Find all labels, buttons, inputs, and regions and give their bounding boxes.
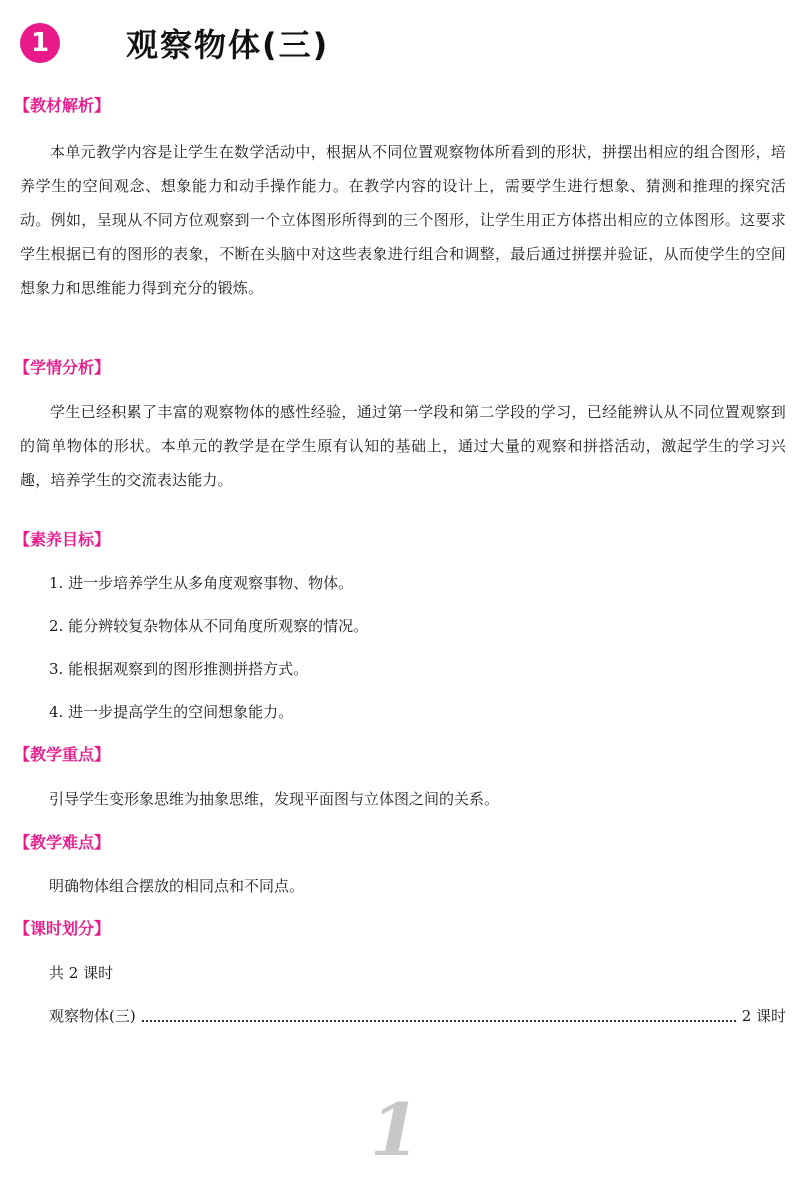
unit-number-badge: 1 [20, 23, 60, 63]
schedule-row-hours: 2 课时 [741, 1007, 786, 1025]
schedule-row-label: 观察物体(三) [49, 1007, 136, 1025]
difficult-points-text: 明确物体组合摆放的相同点和不同点。 [49, 877, 305, 895]
goal-item-3: 3. 能根据观察到的图形推测拼搭方式。 [49, 660, 309, 678]
dot-leader [142, 1019, 736, 1022]
unit-title: 观察物体(三) [126, 26, 330, 64]
textbook-analysis-text: 本单元教学内容是让学生在数学活动中，根据从不同位置观察物体所看到的形状，拼摆出相应的组合图形，培养学生的空间观念、想象能力和动手操作能力。在教学内容的设计上，需要学生进行想象、猜测和推理的探究活动。例如，呈现从不同方位观察到一个立体图形所得到的三个图形，让学生用正方体搭出相应的立体图形。这要求学生根据已有的图形的表象，不断在头脑中对这些表象进行组合和调整，最后通过拼摆并验证，从而使学生的空间想象力和思维能力得到充分的锻炼。 [20, 143, 786, 297]
student-analysis-text: 学生已经积累了丰富的观察物体的感性经验，通过第一学段和第二学段的学习，已经能辨认从不同位置观察到的简单物体的形状。本单元的教学是在学生原有认知的基础上，通过大量的观察和拼搭活动，激起学生的学习兴趣，培养学生的交流表达能力。 [20, 403, 786, 489]
schedule-row [49, 1006, 786, 1026]
goal-item-4: 4. 进一步提高学生的空间想象能力。 [49, 703, 294, 721]
section-heading-schedule: 【课时划分】 [14, 919, 111, 938]
section-heading-difficult-points: 【教学难点】 [14, 833, 111, 852]
key-points-text: 引导学生变形象思维为抽象思维，发现平面图与立体图之间的关系。 [49, 790, 500, 808]
section-heading-textbook-analysis: 【教材解析】 [14, 96, 111, 115]
section-heading-key-points: 【教学重点】 [14, 745, 111, 764]
unit-header [20, 18, 329, 68]
goal-item-1: 1. 进一步培养学生从多角度观察事物、物体。 [49, 574, 354, 592]
section-heading-student-analysis: 【学情分析】 [14, 358, 111, 377]
goal-item-2: 2. 能分辨较复杂物体从不同角度所观察的情况。 [49, 617, 369, 635]
schedule-total: 共 2 课时 [49, 964, 114, 982]
section-heading-literacy-goals: 【素养目标】 [14, 530, 111, 549]
page-number: 1 [370, 1087, 421, 1172]
